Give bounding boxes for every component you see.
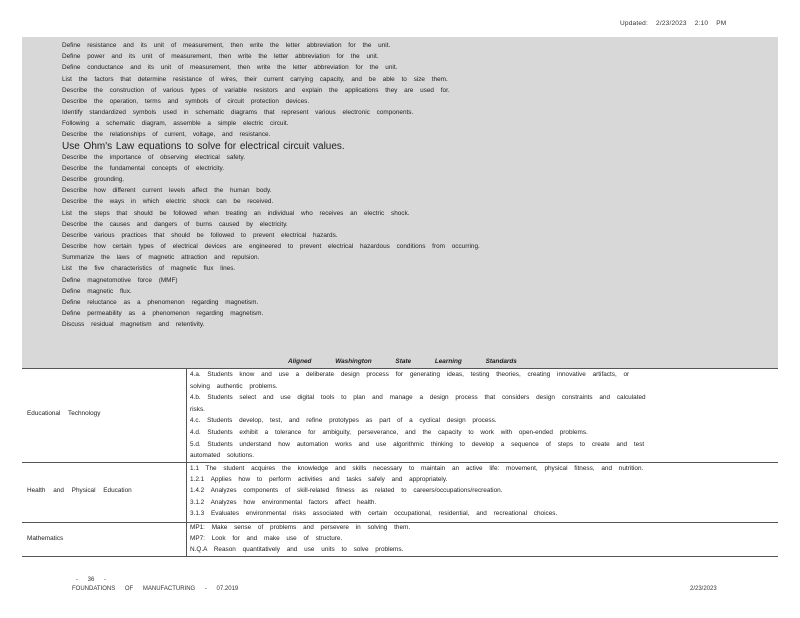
objective-item [38,308,768,319]
objective-item [38,107,768,118]
objective-text: Describe the ways in which electric shock can be received. [62,198,274,206]
standard-line: 1.2.1 Applies how to perform activities and tasks safely and appropriately. [190,476,448,484]
objective-text: List the five characteristics of magnetic flux lines. [62,265,236,273]
objective-item [38,174,768,185]
edtech-divider [22,462,778,463]
objective-text: Describe the construction of various types of variable resistors and explain the applications they are used for. [62,86,450,94]
page-number: - 36 - [76,577,107,583]
objective-text: Identify standardized symbols used in schematic diagrams that represent various electronic components. [62,109,414,117]
table-column-divider [186,369,187,557]
objective-text: Define power and its unit of measurement, then write the letter abbreviation for the unit. [62,53,379,61]
objective-item [38,40,768,51]
standard-line: MP7: Look for and make use of structure. [190,535,343,542]
subject-health-pe: Health and Physical Education [27,487,132,494]
objective-text: Define magnetic flux. [62,287,132,295]
objective-item [38,51,768,62]
objective-text: Summarize the laws of magnetic attraction and repulsion. [62,254,260,262]
objective-item [38,297,768,308]
objective-text: Define magnetomotive force (MMF) [62,276,178,284]
objective-text: Describe grounding. [62,176,125,184]
updated-label: Updated: [620,20,648,27]
objective-text: Describe various practices that should be followed to prevent electrical hazards. [62,231,338,239]
updated-stamp [620,20,726,27]
objective-text: Define resistance and its unit of measurement, then write the letter abbreviation for the unit. [62,42,391,49]
objective-item [38,275,768,286]
objective-text: Describe the fundamental concepts of electricity. [62,164,224,172]
standard-line: 4.a. Students know and use a deliberate design process for generating ideas, testing theories, creating innovative artifacts, or [190,371,630,378]
footer-title: FOUNDATIONS OF MANUFACTURING - 07.2019 [72,586,239,592]
standard-line: N.Q.A Reason quantitatively and use units to solve problems. [190,546,404,553]
standard-line: solving authentic problems. [190,382,278,390]
objective-item [38,241,768,252]
objective-item [38,196,768,207]
objective-text: Following a schematic diagram, assemble a simple electric circuit. [62,120,289,128]
objective-text: List the factors that determine resistance of wires, their current carrying capacity, and be able to size them. [62,75,448,83]
standard-line: 3.1.3 Evaluates environmental risks associated with certain occupational, residential, and recreational choices. [190,509,558,517]
table-top-rule [22,368,778,369]
objective-item [38,286,768,297]
objective-item [38,62,768,73]
objective-item [38,163,768,174]
standard-line: 4.d. Students exhibit a tolerance for ambiguity, perseverance, and the capacity to work with open-ended problems. [190,429,588,436]
objective-item [38,96,768,107]
objective-text: Define reluctance as a phenomenon regarding magnetism. [62,298,259,306]
objective-text: Discuss residual magnetism and retentivity. [62,321,205,329]
objectives-list [38,40,768,330]
objective-item [38,252,768,263]
objective-text: List the steps that should be followed when treating an individual who receives an electric shock. [62,209,410,217]
objective-item [38,185,768,196]
objective-item [38,141,768,152]
subject-educational-technology: Educational Technology [27,410,101,417]
table-bottom-rule [22,556,778,557]
objective-text: Define conductance and its unit of measurement, then write the letter abbreviation for the unit. [62,64,398,72]
objective-item [38,230,768,241]
objective-item [38,208,768,219]
objective-text: Describe how different current levels affect the human body. [62,187,272,195]
footer-date: 2/23/2023 [690,586,717,592]
standard-line: automated solutions. [190,452,254,460]
standard-line: 1.4.2 Analyzes components of skill-related fitness as related to careers/occupations/recreation. [190,487,503,495]
objective-text: Describe how certain types of electrical devices are engineered to prevent electrical hazardous conditions from occurring. [62,243,480,251]
standard-line: 4.c. Students develop, test, and refine prototypes as part of a cyclical design process. [190,417,497,425]
objective-item [38,263,768,274]
objective-item [38,152,768,163]
standard-line: 5.d. Students understand how automation works and use algorithmic thinking to develop a sequence of steps to create and test [190,440,645,448]
objective-item [38,85,768,96]
objective-item [38,219,768,230]
objective-text: Describe the importance of observing electrical safety. [62,153,245,161]
objective-item [38,74,768,85]
objective-item [38,129,768,140]
objective-text: Define permeability as a phenomenon regarding magnetism. [62,310,264,318]
standard-line: 1.1 The student acquires the knowledge and skills necessary to maintain an active life: movement, physical fitness, and nutrition. [190,465,644,472]
updated-time: 2:10 PM [694,20,727,27]
standard-line: MP1: Make sense of problems and persevere in solving them. [190,524,411,531]
standard-line: 4.b. Students select and use digital tools to plan and manage a design process that considers design constraints and calculated [190,394,646,402]
objective-text: Describe the relationships of current, voltage, and resistance. [62,131,271,139]
standard-line: risks. [190,405,205,413]
objective-text: Describe the operation, terms and symbols of circuit protection devices. [62,97,310,105]
updated-date: 2/23/2023 [656,20,687,27]
standard-line: 3.1.2 Analyzes how environmental factors affect health. [190,498,377,506]
objective-text: Describe the causes and dangers of burns caused by electricity. [62,220,288,228]
objective-text: Use Ohm's Law equations to solve for electrical circuit values. [62,140,345,152]
aligned-standards-title: Aligned Washington State Learning Standards [288,358,517,365]
subject-mathematics: Mathematics [27,535,64,542]
objective-item [38,319,768,330]
objective-item [38,118,768,129]
